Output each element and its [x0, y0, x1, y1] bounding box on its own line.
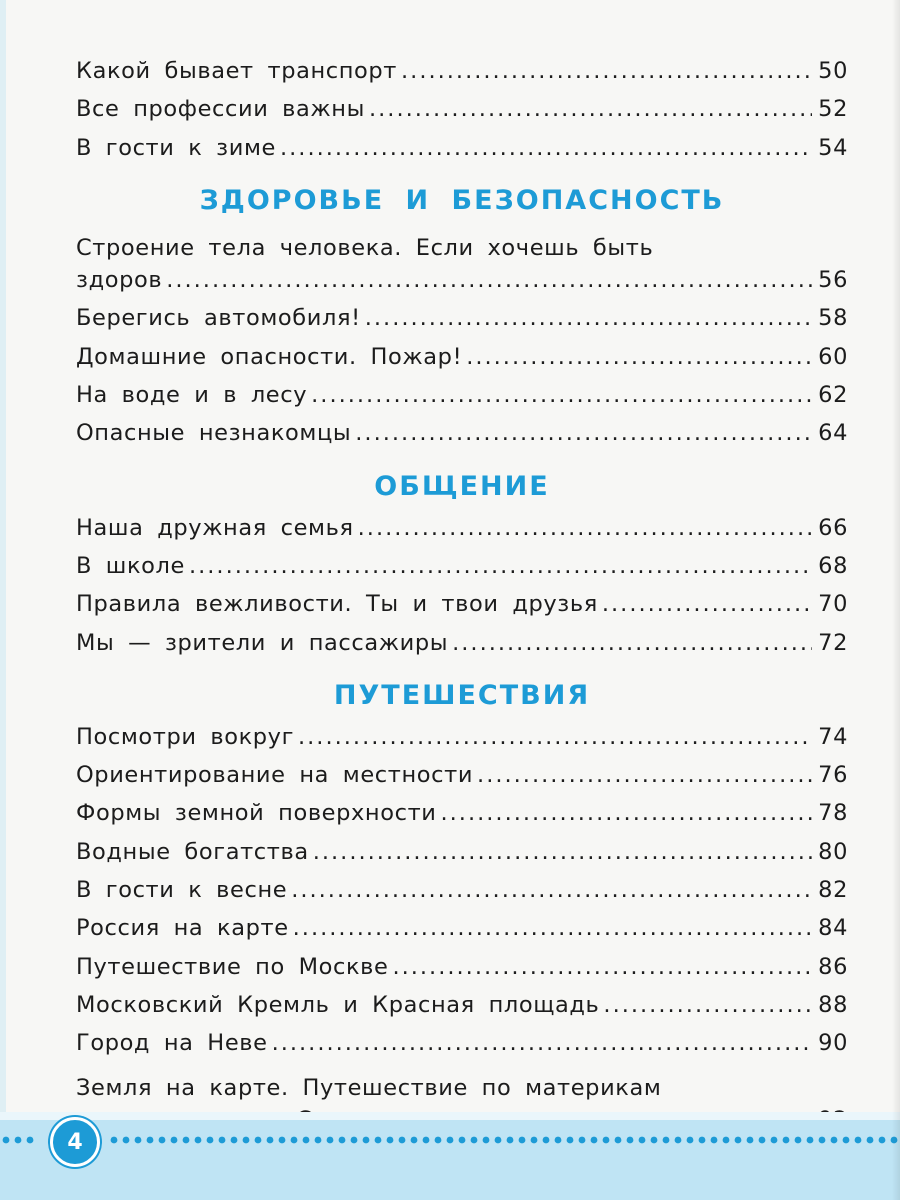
footer-dot — [27, 1137, 34, 1144]
toc-leader-dots — [166, 267, 812, 293]
toc-entry — [76, 630, 848, 668]
footer-dot — [423, 1137, 430, 1144]
toc-entry-title-line: Строение тела человека. Если хочешь быть — [76, 234, 654, 261]
toc-entry-title: Путешествие по Москве — [76, 953, 389, 980]
footer-dot — [531, 1137, 538, 1144]
toc-entry-title: Город на Неве — [76, 1030, 268, 1057]
toc-entry-page: 64 — [818, 420, 848, 447]
section-heading-communication: ОБЩЕНИЕ — [374, 470, 550, 502]
toc-leader-dots — [311, 382, 812, 408]
toc-entry — [76, 800, 848, 838]
toc-entry — [76, 877, 848, 915]
footer-dot — [315, 1137, 322, 1144]
toc-leader-dots — [293, 915, 812, 941]
footer-dot — [555, 1137, 562, 1144]
footer-dot — [843, 1137, 850, 1144]
toc-entry-title: здоров — [76, 267, 163, 294]
footer-dot — [375, 1137, 382, 1144]
toc-entry-page: 78 — [818, 800, 848, 827]
footer-dot — [567, 1137, 574, 1144]
toc-leader-dots — [358, 515, 812, 541]
toc-entry-page: 60 — [818, 343, 848, 370]
toc-leader-dots — [272, 1030, 812, 1056]
footer-dot — [231, 1137, 238, 1144]
toc-entry — [76, 344, 848, 382]
table-of-contents — [76, 58, 848, 1183]
footer-dot — [363, 1137, 370, 1144]
footer-dot — [639, 1137, 646, 1144]
footer-dot — [495, 1137, 502, 1144]
toc-leader-dots — [477, 762, 812, 788]
toc-leader-dots — [313, 839, 812, 865]
footer-dot — [867, 1137, 874, 1144]
footer-dot — [15, 1137, 22, 1144]
footer-dot — [855, 1137, 862, 1144]
toc-entry — [76, 915, 848, 953]
page-left-edge — [0, 0, 6, 1200]
toc-entry-title-line: Земля на карте. Путешествие по материкам — [76, 1074, 662, 1101]
toc-leader-dots — [441, 800, 813, 826]
footer-dot — [219, 1137, 226, 1144]
footer-dot — [735, 1137, 742, 1144]
footer-dot — [519, 1137, 526, 1144]
footer-dot — [807, 1137, 814, 1144]
toc-entry-page: 88 — [818, 991, 848, 1018]
toc-entry — [76, 382, 848, 420]
footer-dot — [711, 1137, 718, 1144]
toc-leader-dots — [603, 992, 812, 1018]
footer-dot-rail — [0, 1133, 900, 1147]
footer-dot — [579, 1137, 586, 1144]
toc-entry — [76, 591, 848, 629]
footer-dot — [759, 1137, 766, 1144]
footer-dot — [207, 1137, 214, 1144]
toc-leader-dots — [189, 553, 812, 579]
footer-dot — [387, 1137, 394, 1144]
toc-entry-page: 90 — [818, 1030, 848, 1057]
toc-entry-page: 62 — [818, 382, 848, 409]
footer-dot — [267, 1137, 274, 1144]
footer-dot — [507, 1137, 514, 1144]
footer-dot — [111, 1137, 118, 1144]
toc-entry-page: 52 — [818, 96, 848, 123]
footer-band — [0, 1120, 900, 1200]
footer-dot — [723, 1137, 730, 1144]
toc-entry — [76, 553, 848, 591]
toc-entry — [76, 305, 848, 343]
footer-dot — [183, 1137, 190, 1144]
toc-entry-page: 68 — [818, 552, 848, 579]
footer-dot — [699, 1137, 706, 1144]
toc-leader-dots — [298, 724, 812, 750]
footer-dot — [675, 1137, 682, 1144]
toc-entry-title: В гости к зиме — [76, 134, 276, 161]
toc-leader-dots — [291, 877, 812, 903]
footer-dot — [783, 1137, 790, 1144]
footer-dot — [663, 1137, 670, 1144]
footer-dot — [327, 1137, 334, 1144]
toc-entry — [76, 58, 848, 96]
toc-entry-page: 50 — [818, 58, 848, 84]
toc-leader-dots — [365, 305, 812, 331]
footer-dot — [459, 1137, 466, 1144]
footer-dot — [819, 1137, 826, 1144]
footer-dot — [303, 1137, 310, 1144]
footer-dot — [123, 1137, 130, 1144]
toc-leader-dots — [401, 58, 812, 84]
footer-dot — [543, 1137, 550, 1144]
footer-dot — [255, 1137, 262, 1144]
toc-entry — [76, 839, 848, 877]
toc-entry-page: 58 — [818, 305, 848, 332]
toc-entry — [76, 135, 848, 173]
toc-entry-page: 72 — [818, 629, 848, 656]
toc-entry-title: Посмотри вокруг — [76, 723, 294, 750]
toc-entry-title: Водные богатства — [76, 838, 309, 865]
toc-entry-title: Наша дружная семья — [76, 514, 354, 541]
toc-leader-dots — [452, 630, 812, 656]
page-number-badge — [50, 1117, 100, 1167]
toc-entry-title: Берегись автомобиля! — [76, 305, 361, 332]
toc-entry-page: 74 — [818, 723, 848, 750]
toc-entry — [76, 1030, 848, 1068]
toc-entry — [76, 420, 848, 458]
footer-dot — [159, 1137, 166, 1144]
toc-entry-title: Домашние опасности. Пожар! — [76, 343, 463, 370]
toc-entry — [76, 515, 848, 553]
footer-dot — [243, 1137, 250, 1144]
toc-entry — [76, 954, 848, 992]
toc-entry — [76, 762, 848, 800]
toc-entry-title: В гости к весне — [76, 877, 288, 904]
toc-entry-title: Формы земной поверхности — [76, 800, 437, 827]
footer-dot — [483, 1137, 490, 1144]
toc-entry-page: 76 — [818, 762, 848, 789]
toc-entry — [76, 992, 848, 1030]
toc-entry-title: Опасные незнакомцы — [76, 420, 352, 447]
toc-entry-page: 66 — [818, 514, 848, 541]
toc-entry-title: Ориентирование на местности — [76, 762, 474, 789]
footer-dot — [831, 1137, 838, 1144]
toc-entry-page: 84 — [818, 915, 848, 942]
footer-dot — [411, 1137, 418, 1144]
footer-dot — [291, 1137, 298, 1144]
footer-dot — [627, 1137, 634, 1144]
footer-dot — [339, 1137, 346, 1144]
footer-dot — [591, 1137, 598, 1144]
toc-entry-title: Какой бывает транспорт — [76, 58, 398, 84]
footer-dot — [171, 1137, 178, 1144]
footer-dot — [147, 1137, 154, 1144]
toc-entry-page: 56 — [818, 267, 848, 294]
toc-entry-title: Мы — зрители и пассажиры — [76, 629, 449, 656]
page-edge-shadow — [892, 0, 900, 1200]
toc-leader-dots — [466, 344, 812, 370]
toc-entry — [76, 724, 848, 762]
toc-leader-dots — [602, 591, 812, 617]
toc-entry-page: 82 — [818, 877, 848, 904]
toc-entry-page: 80 — [818, 838, 848, 865]
footer-dot — [399, 1137, 406, 1144]
toc-leader-dots — [392, 954, 812, 980]
toc-entry-title: Правила вежливости. Ты и твои друзья — [76, 591, 598, 618]
section-heading-travel: ПУТЕШЕСТВИЯ — [333, 679, 591, 711]
footer-dot — [795, 1137, 802, 1144]
footer-dot — [603, 1137, 610, 1144]
toc-entry-title: Все профессии важны — [76, 96, 365, 123]
toc-entry-title: В школе — [76, 552, 185, 579]
footer-dot — [447, 1137, 454, 1144]
toc-leader-dots — [280, 135, 812, 161]
footer-dot — [687, 1137, 694, 1144]
toc-entry-page: 86 — [818, 953, 848, 980]
toc-leader-dots — [369, 96, 812, 122]
section-heading-health: ЗДОРОВЬЕ И БЕЗОПАСНОСТЬ — [199, 184, 725, 216]
footer-dot — [471, 1137, 478, 1144]
toc-leader-dots — [355, 420, 812, 446]
footer-dot — [3, 1137, 10, 1144]
toc-entry-title: На воде и в лесу — [76, 382, 308, 409]
toc-entry — [76, 96, 848, 134]
footer-dot — [771, 1137, 778, 1144]
footer-dot — [195, 1137, 202, 1144]
footer-dot — [879, 1137, 886, 1144]
toc-entry-title: Московский Кремль и Красная площадь — [76, 991, 600, 1018]
footer-dot — [615, 1137, 622, 1144]
footer-dot — [351, 1137, 358, 1144]
footer-dot — [435, 1137, 442, 1144]
footer-dot — [135, 1137, 142, 1144]
toc-entry-page: 54 — [818, 134, 848, 161]
toc-entry — [76, 267, 848, 305]
toc-entry-page: 70 — [818, 591, 848, 618]
page-number: 4 — [67, 1129, 83, 1155]
footer-dot — [651, 1137, 658, 1144]
footer-dot — [747, 1137, 754, 1144]
toc-entry-title: Россия на карте — [76, 915, 289, 942]
footer-dot — [279, 1137, 286, 1144]
